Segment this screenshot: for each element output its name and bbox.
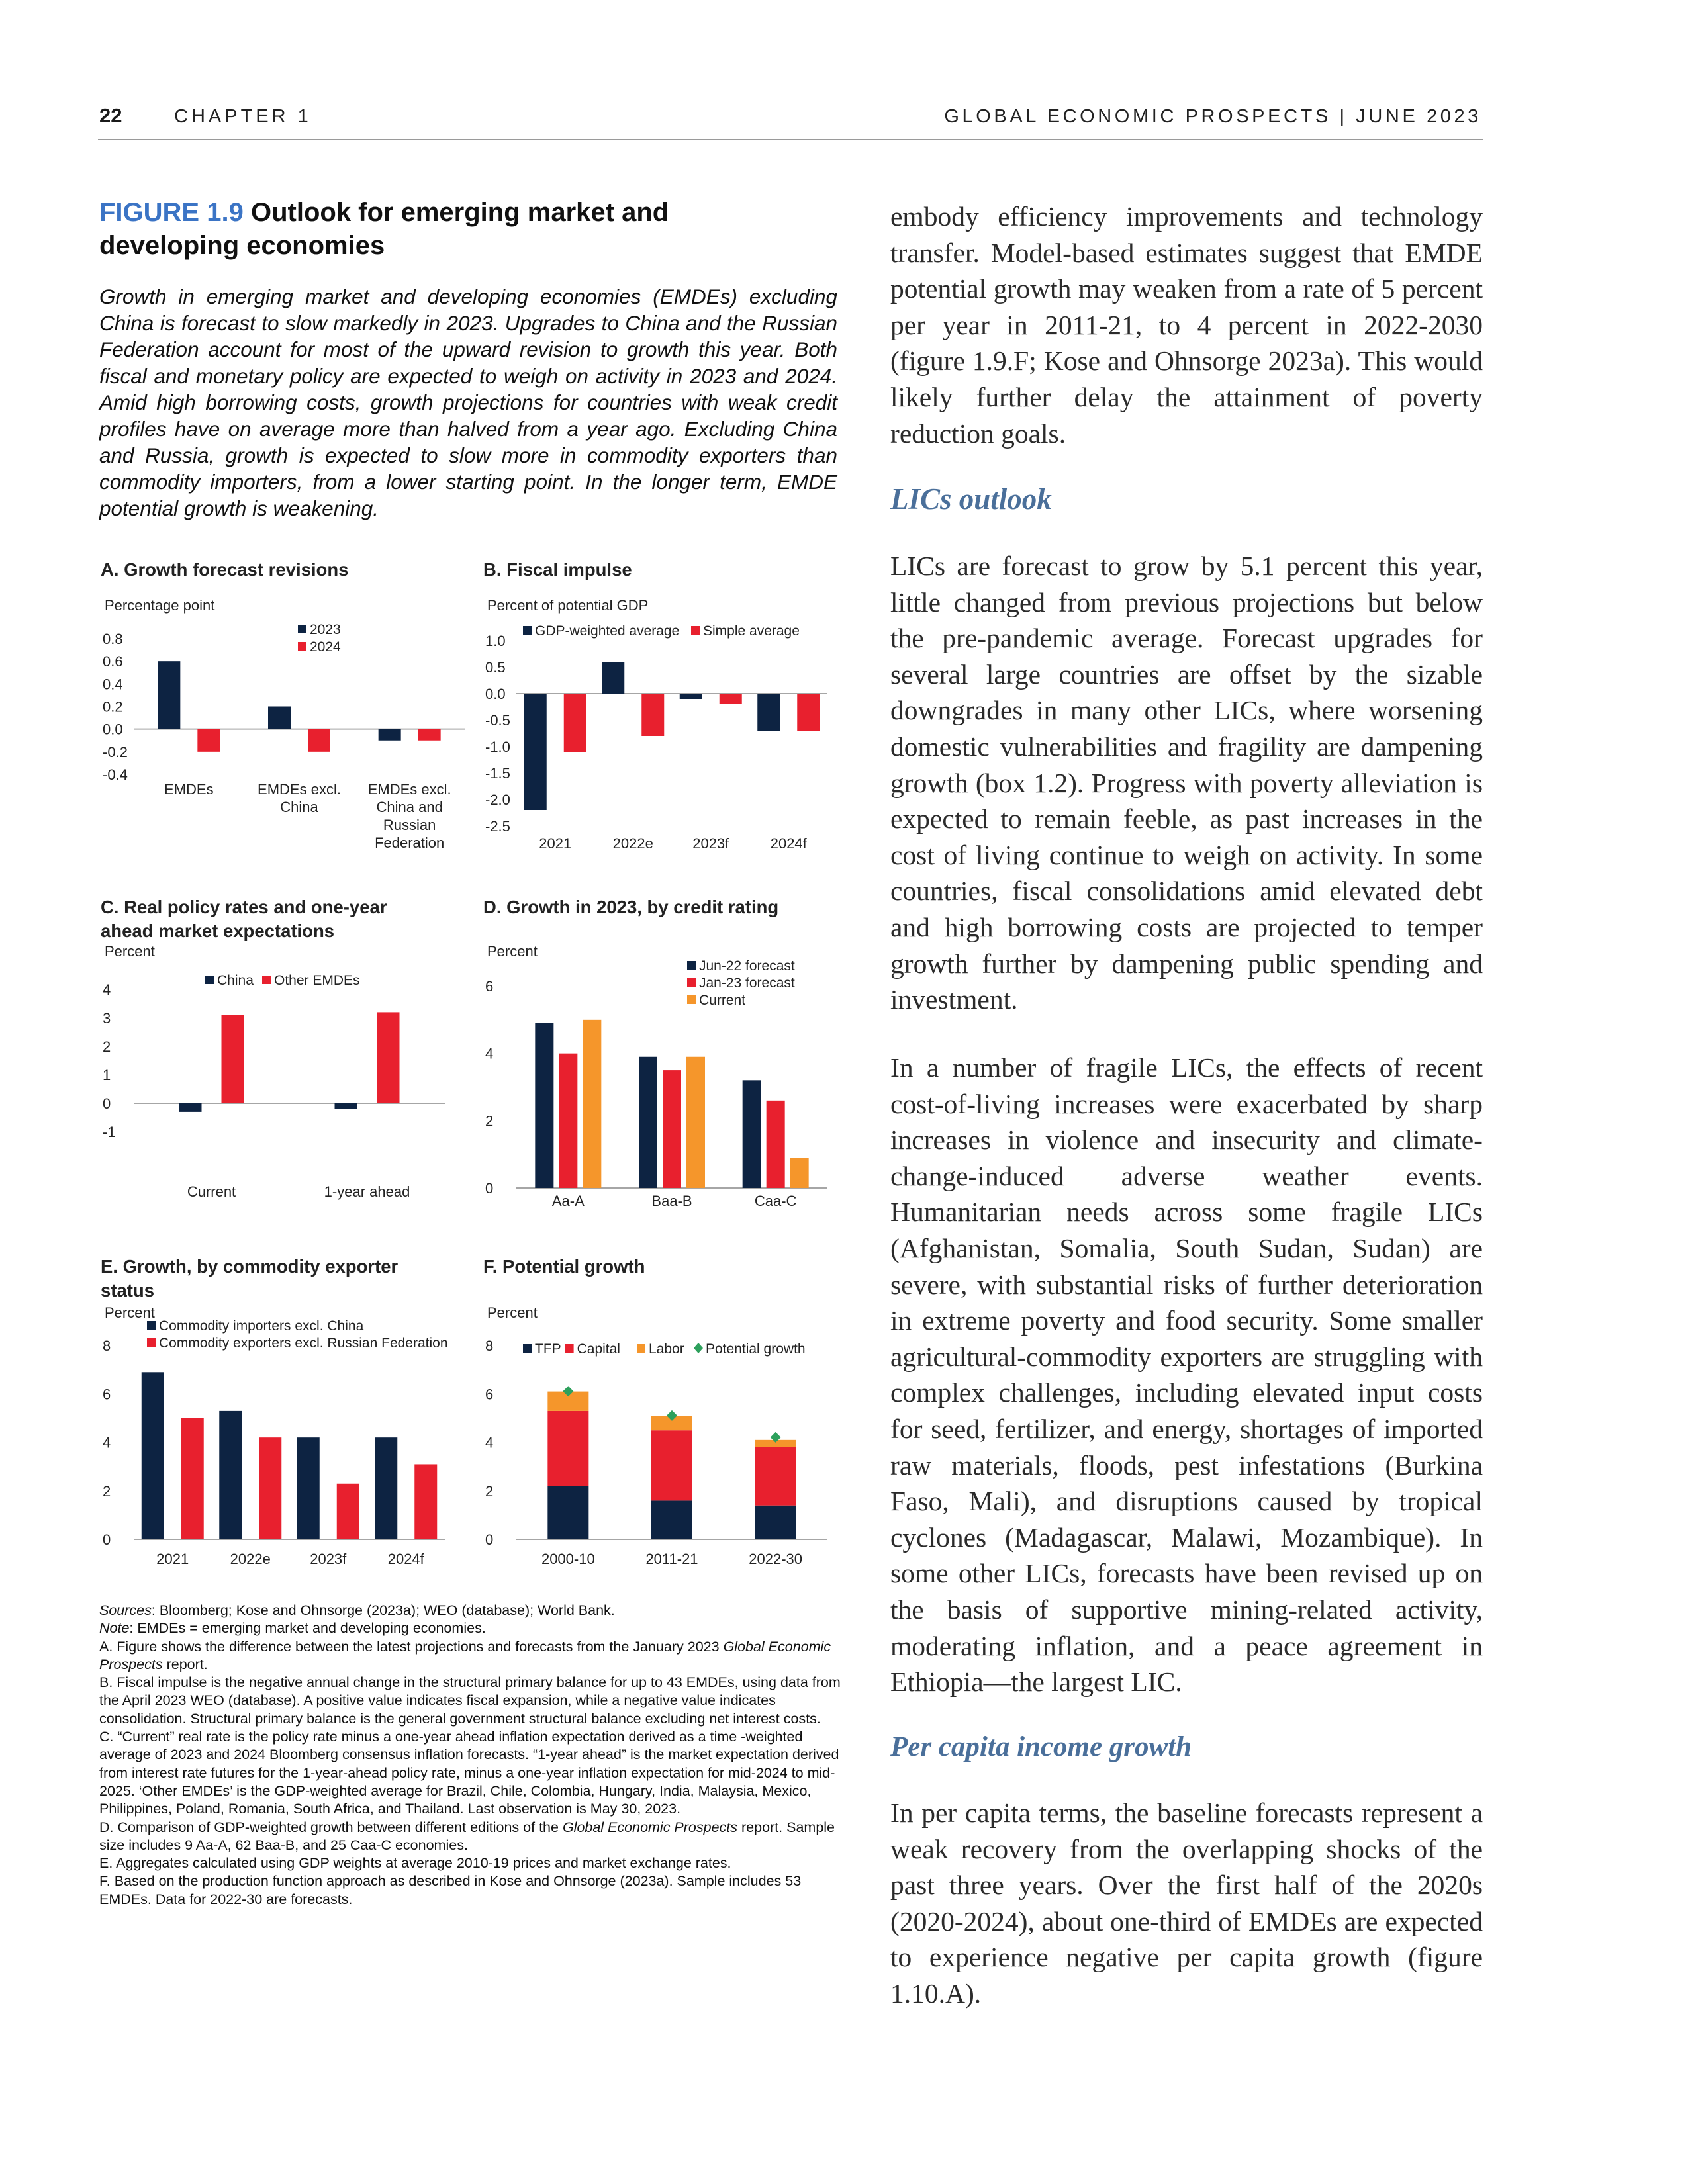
chart-d-bar-current [790,1158,809,1188]
note-sources: Sources: Bloomberg; Kose and Ohnsorge (2023a); WEO (database); World Bank. [99,1602,615,1618]
chart-d-legend-swatch [687,978,696,987]
chart-d-ytick: 0 [485,1180,494,1197]
chart-b-category-label: 2021 [539,835,572,852]
chart-c-ytick: 3 [103,1010,111,1026]
chart-b-ytick: 1.0 [485,633,506,649]
chart-f-legend-label: Labor [649,1342,684,1357]
chart-d-svg [482,893,853,1224]
chart-e-bar-commodity-importers-excl-china [375,1437,397,1539]
chart-b-bar-simple-average [564,694,586,752]
chart-c-title: C. Real policy rates and one-year [101,897,387,917]
chart-f-bar-capital [755,1447,796,1506]
figure-title [99,196,861,262]
chart-c-category-label: Current [187,1183,236,1200]
chart-f-bar-tfp [547,1486,588,1539]
chart-a-category-label: EMDEs excl. [258,781,341,797]
chart-c-svg [99,893,470,1224]
chart-f-ylabel: Percent [487,1304,538,1321]
chart-b-ytick: -2.0 [485,792,510,808]
note-d: D. Comparison of GDP-weighted growth between different editions of the Global Economic Prospects report. Sample size includes 9 Aa-A, 62 Baa-B, and 25 Caa-C economies. [99,1819,835,1853]
chart-d-category-label: Aa-A [551,1193,585,1209]
chart-f-ytick: 0 [485,1531,494,1548]
chart-a-bar-2024 [197,729,220,752]
chart-f-category-label: 2022-30 [749,1551,803,1567]
chart-b-bar-gdp-weighted-average [757,694,780,731]
chart-b-title: B. Fiscal impulse [483,559,632,580]
chart-b-bar-simple-average [797,694,820,731]
chart-b-category-label: 2024f [770,835,807,852]
chart-e-bar-commodity-importers-excl-china [219,1411,242,1539]
chart-a-ytick: 0.8 [103,631,123,647]
chart-c-ytick: 1 [103,1067,111,1083]
chart-b-bar-gdp-weighted-average [680,694,702,699]
chart-b-ytick: 0.0 [485,686,506,702]
chart-b-legend-swatch [691,626,700,635]
chart-c-category-label: 1-year ahead [324,1183,410,1200]
chart-d-legend-label: Current [699,993,746,1008]
chart-a-bar-2023 [158,661,180,729]
chart-c-ytick: 4 [103,981,111,998]
chart-d-legend-swatch [687,961,696,970]
chart-a-svg [99,556,470,867]
chart-d-category-label: Baa-B [651,1193,692,1209]
chart-e-category-label: 2023f [310,1551,347,1567]
chart-d-legend-label: Jun-22 forecast [699,958,795,974]
panel-a [99,556,470,870]
chart-c-ylabel: Percent [105,943,155,960]
chart-c-bar-china [179,1103,202,1112]
chart-b-ylabel: Percent of potential GDP [487,597,649,614]
section-heading-lics: LICs outlook [890,482,1052,516]
chart-f-legend-label: TFP [535,1342,561,1357]
chart-c-ytick: -1 [103,1124,116,1140]
chart-f-title: F. Potential growth [483,1256,645,1277]
chart-a-ylabel: Percentage point [105,597,215,614]
chart-a-bar-2023 [268,707,291,729]
chart-d-ytick: 4 [485,1045,494,1062]
panel-b [482,556,853,870]
chart-c-bar-other-emdes [377,1012,400,1103]
note-abbrev: Note: EMDEs = emerging market and developing economies. [99,1620,486,1637]
header-rule [98,139,1483,140]
chart-e-ytick: 8 [103,1338,111,1354]
chart-c-bar-china [335,1103,357,1109]
chart-e-bar-commodity-importers-excl-china [142,1372,164,1539]
chart-f-ytick: 6 [485,1386,494,1403]
figure-title-line2: developing economies [99,231,385,260]
chart-b-bar-gdp-weighted-average [524,694,547,810]
chart-e-category-label: 2022e [230,1551,271,1567]
chart-a-legend-swatch [298,625,306,633]
chart-a-category-label: EMDEs excl. [367,781,451,797]
chart-b-ytick: 0.5 [485,659,506,676]
chart-e-category-label: 2024f [387,1551,424,1567]
panel-d [482,893,853,1228]
chart-d-legend-swatch [687,995,696,1004]
chart-a-bar-2024 [308,729,330,752]
chart-d-category-label: Caa-C [754,1193,797,1209]
chart-e-ytick: 0 [103,1531,111,1548]
chart-b-bar-simple-average [641,694,664,736]
chart-f-ytick: 2 [485,1482,494,1500]
chart-e-bar-commodity-exporters-excl-russian-federation [337,1484,359,1539]
body-paragraph-3: In a number of fragile LICs, the effects of recent cost-of-living increases were exacerbated by sharp increases in violence and insecurity and climate-change-induced adverse weather events. Humanitarian needs across some fragile LICs (Afghanistan, Somalia, South Sudan, Sudan) are severe, with substantial risks of further deterioration in extreme poverty and food security. Some smaller agricultural-commodity exporters are struggling with complex challenges, including elevated input costs for seed, fertilizer, and energy, shortages of imported raw materials, floods, pest infestations (Burkina Faso, Mali), and disruptions caused by tropical cyclones (Madagascar, Malawi, Mozambique). In some other LICs, forecasts have been revised up on the basis of supportive mining-related activity, moderating inflation, and a peace agreement in Ethiopia—the largest LIC. [890,1052,1483,1698]
chart-c-legend-swatch [262,976,271,984]
chart-d-bar-jan-23-forecast [767,1101,785,1188]
panel-e [99,1253,470,1594]
chart-b-svg [482,556,853,867]
chart-e-category-label: 2021 [156,1551,189,1567]
chart-e-bar-commodity-exporters-excl-russian-federation [259,1437,281,1539]
chart-a-ytick: 0.4 [103,676,123,693]
chart-a-ytick: 0.0 [103,721,123,738]
figure-lede: Growth in emerging market and developing economies (EMDEs) excluding China is forecast to slow markedly in 2023. Upgrades to China and the Russian Federation account for most of the upward revision to growth this year. Both fiscal and monetary policy are expected to weigh on activity in 2023 and 2024. Amid high borrowing costs, growth projections for countries with weak credit profiles have on average more than halved from a year ago. Excluding China and Russia, growth is expected to slow more in commodity exporters than commodity importers, from a lower starting point. In the longer term, EMDE potential growth is weakening. [99,285,837,520]
chart-e-legend-swatch [147,1338,156,1347]
chart-e-svg [99,1253,470,1590]
figure-number: FIGURE 1.9 [99,198,244,227]
note-a: A. Figure shows the difference between the latest projections and forecasts from the January 2023 Global Economic Prospects report. [99,1638,831,1672]
chart-f-legend-swatch [523,1344,532,1353]
chart-d-ytick: 6 [485,978,494,995]
figure-title-line1: Outlook for emerging market and [250,198,669,227]
chart-e-legend-swatch [147,1321,156,1330]
body-paragraph-2: LICs are forecast to grow by 5.1 percent this year, little changed from previous projections but below the pre-pandemic average. Forecast upgrades for several large countries are offset by the sizable downgrades in many other LICs, where worsening domestic vulnerabilities and fragility are dampening growth (box 1.2). Progress with poverty alleviation is expected to remain feeble, as past increases in the cost of living continue to weigh on activity. In some countries, fiscal consolidations amid elevated debt and high borrowing costs are projected to temper growth further by dampening public spending and investment. [890,551,1483,1015]
body-paragraph-4: In per capita terms, the baseline forecasts represent a weak recovery from the overlapping shocks of the past three years. Over the first half of the 2020s (2020-2024), about one-third of EMDEs are expected to experience negative per capita growth (figure 1.10.A). [890,1797,1483,2009]
chart-e-title: E. Growth, by commodity exporter [101,1256,399,1277]
chart-f-ytick: 4 [485,1434,494,1451]
chart-c-legend-label: China [217,973,254,988]
chart-b-legend-swatch [523,626,532,635]
chart-b-bar-gdp-weighted-average [602,662,624,694]
chart-a-category-label: Federation [375,835,445,851]
chart-a-category-label: EMDEs [164,781,214,797]
chart-f-bar-tfp [651,1500,692,1539]
chart-b-bar-simple-average [720,694,742,704]
chart-a-category-label: China [280,799,318,815]
chart-d-bar-current [583,1020,601,1188]
chart-f-legend-swatch [565,1344,574,1353]
chart-a-ytick: 0.6 [103,653,123,670]
chart-a-title: A. Growth forecast revisions [101,559,349,580]
chart-b-category-label: 2022e [612,835,653,852]
chart-e-title: status [101,1280,154,1300]
chart-a-bar-2024 [418,729,441,741]
chart-d-bar-jun-22-forecast [535,1023,553,1188]
chart-e-ytick: 4 [103,1434,111,1451]
chart-e-legend-label: Commodity importers excl. China [159,1318,364,1334]
chart-f-legend-label: Potential growth [706,1342,806,1357]
chart-c-ytick: 2 [103,1038,111,1055]
chart-a-ytick: 0.2 [103,698,123,715]
chart-d-bar-jun-22-forecast [639,1057,657,1188]
figure-notes [99,1602,841,1909]
chart-d-legend-label: Jan-23 forecast [699,976,795,991]
chart-c-ytick: 0 [103,1095,111,1112]
chart-b-ytick: -2.5 [485,818,510,835]
chart-d-bar-jun-22-forecast [743,1080,761,1188]
note-e: E. Aggregates calculated using GDP weights at average 2010-19 prices and market exchange rates. [99,1855,731,1872]
chart-b-ytick: -1.5 [485,765,510,782]
chart-c-title: ahead market expectations [101,921,335,941]
chart-a-category-label: China and [376,799,443,815]
chart-e-bar-commodity-importers-excl-china [297,1437,320,1539]
chart-f-category-label: 2000-10 [541,1551,595,1567]
chart-d-ytick: 2 [485,1113,494,1130]
chart-a-ytick: -0.4 [103,766,128,783]
panel-f [482,1253,853,1594]
chart-b-legend-label: GDP-weighted average [535,623,680,639]
chart-b-legend-label: Simple average [703,623,800,639]
chart-e-ytick: 2 [103,1482,111,1500]
section-heading-per-capita: Per capita income growth [890,1731,1192,1762]
chart-b-category-label: 2023f [692,835,729,852]
note-b: B. Fiscal impulse is the negative annual change in the structural primary balance for up to 43 EMDEs, using data from the April 2023 WEO (database). A positive value indicates fiscal expansion, while a negative value indicates consolidation. Structural primary balance is the general government structural balance excluding net interest costs. [99,1674,841,1727]
note-f: F. Based on the production function approach as described in Kose and Ohnsorge (2023a). Sample includes 53 EMDEs. Data for 2022-30 are forecasts. [99,1873,802,1907]
chart-a-legend-label: 2024 [310,639,341,655]
panel-c [99,893,470,1228]
chart-d-title: D. Growth in 2023, by credit rating [483,897,779,917]
chart-a-legend-label: 2023 [310,622,341,637]
chart-f-bar-capital [547,1411,588,1486]
chart-f-legend-label: Capital [577,1342,620,1357]
chart-d-bar-jan-23-forecast [559,1054,577,1188]
chart-a-category-label: Russian [383,817,436,833]
chart-e-ylabel: Percent [105,1304,155,1321]
chart-f-svg [482,1253,853,1590]
body-paragraph-1: embody efficiency improvements and technology transfer. Model-based estimates suggest that EMDE potential growth may weaken from a rate of 5 percent per year in 2011-21, to 4 percent in 2022-2030 (figure 1.9.F; Kose and Ohnsorge 2023a). This would likely further delay the attainment of poverty reduction goals. [890,201,1483,449]
chart-e-ytick: 6 [103,1386,111,1403]
chart-f-legend-swatch [694,1343,703,1353]
chart-a-ytick: -0.2 [103,743,128,760]
chapter-label: CHAPTER 1 [174,106,312,127]
chart-f-bar-capital [651,1430,692,1500]
chart-d-bar-current [686,1057,705,1188]
chart-c-legend-swatch [205,976,214,984]
chart-d-bar-jan-23-forecast [663,1070,681,1188]
publication-title: GLOBAL ECONOMIC PROSPECTS | JUNE 2023 [944,106,1481,127]
chart-f-ytick: 8 [485,1338,494,1354]
chart-e-legend-label: Commodity exporters excl. Russian Federation [159,1336,448,1351]
chart-a-legend-swatch [298,642,306,651]
chart-b-ytick: -0.5 [485,712,510,729]
chart-f-legend-swatch [637,1344,645,1353]
chart-f-bar-tfp [755,1506,796,1539]
chart-c-bar-other-emdes [222,1015,244,1103]
chart-a-bar-2023 [379,729,401,741]
chart-d-ylabel: Percent [487,943,538,960]
chart-e-bar-commodity-exporters-excl-russian-federation [414,1464,437,1539]
chart-f-category-label: 2011-21 [645,1551,698,1567]
page-number: 22 [99,104,122,127]
chart-e-bar-commodity-exporters-excl-russian-federation [181,1418,204,1539]
chart-c-legend-label: Other EMDEs [274,973,360,988]
note-c: C. “Current” real rate is the policy rate minus a one-year ahead inflation expectation derived as a time -weighted average of 2023 and 2024 Bloomberg consensus inflation forecasts. “1-year ahead” is the market expectation derived from interest rate futures for the 1-year-ahead policy rate, minus a one-year inflation expectation for mid-2024 to mid-2025. ‘Other EMDEs’ is the GDP-weighted average for Brazil, Chile, Colombia, Hungary, India, Malaysia, Mexico, Philippines, Poland, Romania, South Africa, and Thailand. Last observation is May 30, 2023. [99,1729,839,1817]
chart-b-ytick: -1.0 [485,739,510,755]
